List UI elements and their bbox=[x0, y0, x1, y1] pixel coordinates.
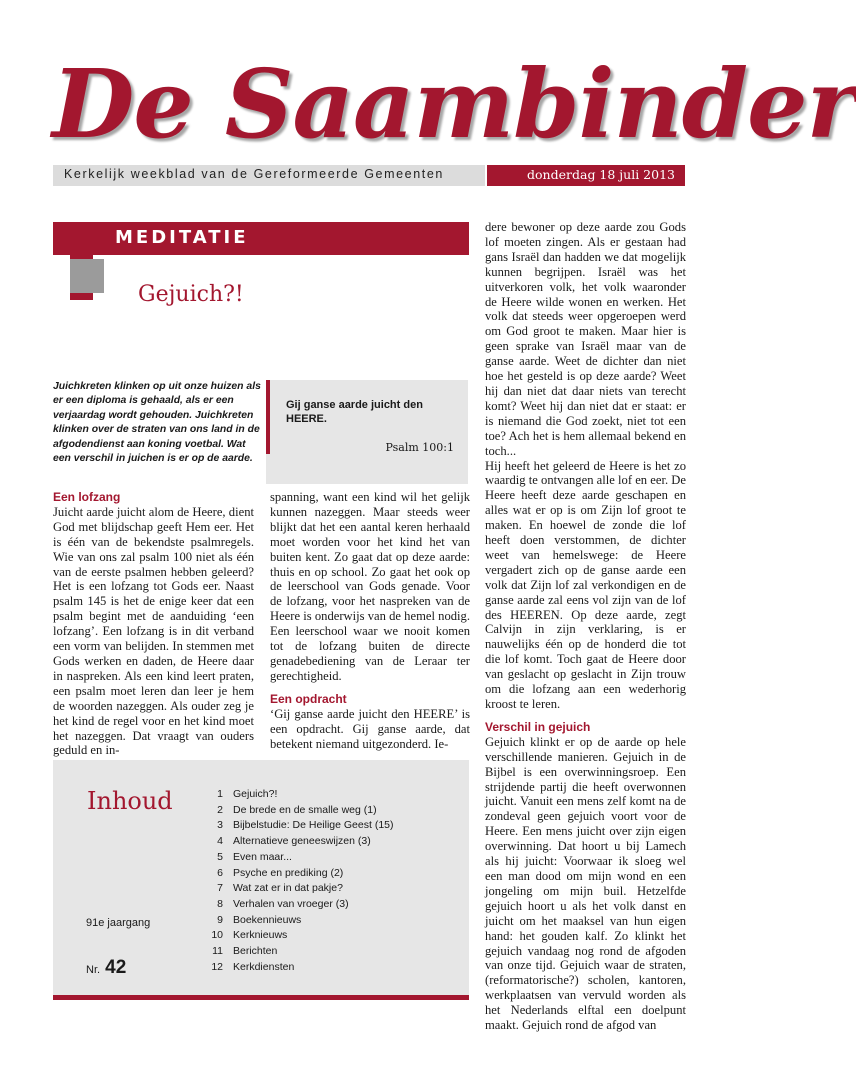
toc-page: 6 bbox=[217, 866, 223, 879]
article-intro: Juichkreten klinken op uit onze huizen als er een diploma is gehaald, als er een verjaardag wordt gehouden. Juichkreten klinken over de straten van ons land in de afgodendienst aan koning voetbal. Wat een verschil in juichen is er op de aarde. bbox=[53, 381, 261, 465]
quote-text: Gij ganse aarde juicht den HEERE. bbox=[286, 399, 423, 425]
toc-label: Verhalen van vroeger (3) bbox=[233, 897, 349, 910]
toc-label: Kerknieuws bbox=[233, 929, 288, 942]
toc-item[interactable] bbox=[205, 928, 455, 944]
subheading-opdracht: Een opdracht bbox=[270, 691, 347, 706]
paragraph: Hij heeft het geleerd de Heere is het zo waardig te ontvangen alle lof en eer. De Heere heeft deze aarde geschapen en alles wat er op is om Zijn lof groot te maken. En hoewel de zonde die lof heeft doen verstommen, de dichter weet van hemelswege: de Heere vergadert zich op de ganse aarde een volk dat Zijn lof zal verkondigen en de ganse aarde zal eens vol zijn van de lof des HEEREN. Op deze aarde, zegt Calvijn in zijn verklaring, is er nauwelijks één op de honderd die tot die lof komt. Toch gaat de Heere door van geslacht op geslacht in Zijn trouw om die lofzang aan een wederhorig kroost te leren. bbox=[485, 458, 686, 711]
toc-label: Berichten bbox=[233, 945, 278, 958]
tagline-bar bbox=[53, 165, 485, 186]
issue-number-label: Nr. bbox=[86, 964, 101, 976]
toc-item[interactable] bbox=[205, 897, 455, 913]
toc-page: 12 bbox=[211, 960, 223, 973]
toc-item[interactable] bbox=[205, 818, 455, 834]
contents-list bbox=[205, 787, 455, 975]
toc-item[interactable] bbox=[205, 866, 455, 882]
issue-date: donderdag 18 juli 2013 bbox=[527, 167, 675, 182]
toc-page: 4 bbox=[217, 835, 223, 848]
toc-page: 3 bbox=[217, 819, 223, 832]
issue-number-value: 42 bbox=[105, 957, 127, 978]
tagline: Kerkelijk weekblad van de Gereformeerde Gemeenten bbox=[64, 167, 444, 181]
subheading-lofzang: Een lofzang bbox=[53, 490, 121, 504]
contents-accent-bar bbox=[53, 995, 469, 1000]
toc-page: 5 bbox=[217, 850, 223, 863]
paragraph: spanning, want een kind wil het gelijk kunnen nazeggen. Maar steeds weer blijkt dat het een aantal keren herhaald moet worden voor het kind het van buiten kent. Zo gaat dat op deze aarde: thuis en op school. Zo gaat het ook op de leerschool van Gods genade. Voor de lofzang, voor het naspreken van de Heere is onderwijs van de hemel nodig. Een leerschool waar we nooit komen tot de lofzang buiten de directe genadebediening van de Leraar ter gerechtigheid. bbox=[270, 490, 470, 683]
decorative-grey-block bbox=[70, 259, 104, 293]
toc-label: Boekennieuws bbox=[233, 913, 302, 926]
toc-label: Even maar... bbox=[233, 850, 292, 863]
toc-label: Gejuich?! bbox=[233, 788, 278, 800]
toc-item[interactable] bbox=[205, 787, 455, 803]
paragraph: ‘Gij ganse aarde juicht den HEERE’ is een opdracht. Gij ganse aarde, dat betekent niemand uitgezonderd. Ie- bbox=[270, 706, 470, 751]
issue-number bbox=[86, 957, 126, 979]
toc-item[interactable] bbox=[205, 960, 455, 976]
article-column-1 bbox=[53, 490, 254, 758]
article-column-3 bbox=[485, 220, 686, 1033]
toc-item[interactable] bbox=[205, 944, 455, 960]
contents-title: Inhoud bbox=[87, 787, 173, 815]
toc-page: 10 bbox=[211, 929, 223, 942]
toc-item[interactable] bbox=[205, 913, 455, 929]
subheading-verschil: Verschil in gejuich bbox=[485, 719, 591, 734]
toc-page: 11 bbox=[212, 945, 223, 958]
quote-box bbox=[266, 380, 468, 484]
date-bar bbox=[487, 165, 685, 186]
toc-item[interactable] bbox=[205, 881, 455, 897]
article-column-2 bbox=[270, 490, 470, 751]
paragraph: Juicht aarde juicht alom de Heere, dient God met blijdschap geeft Hem eer. Het is één van de bekendste psalmregels. Wie van ons zal psalm 100 niet als één van de eerste psalmen hebben geleerd? Het is een lofzang tot Gods eer. Naast psalm 145 is het de enige keer dat een psalm begint met de aanduiding ‘een lofzang’. Een lofzang is in dit verband een vorm van belijden. In stemmen met Gods werken en daden, de Heere daar in naspreken. Als een kind leert praten, een psalm moet leren dan leer je hem de woorden nazeggen. Als ouder zeg je het kind de regel voor en het kind moet het nazeggen. Dat vraagt van ouders geduld en in- bbox=[53, 504, 254, 758]
masthead-title: De Saambinder bbox=[52, 49, 856, 160]
toc-item[interactable] bbox=[205, 803, 455, 819]
quote-accent-bar bbox=[266, 380, 270, 454]
toc-label: De brede en de smalle weg (1) bbox=[233, 803, 377, 816]
section-title: MEDITATIE bbox=[115, 227, 249, 248]
toc-label: Bijbelstudie: De Heilige Geest (15) bbox=[233, 819, 394, 832]
toc-label: Alternatieve geneeswijzen (3) bbox=[233, 835, 371, 848]
toc-label: Wat zat er in dat pakje? bbox=[233, 882, 343, 895]
toc-page: 8 bbox=[217, 897, 223, 910]
paragraph: dere bewoner op deze aarde zou Gods lof moeten zingen. Als er gestaan had gans Israël dan hadden we dat mogelijk kunnen begrijpen. Israël was het uitverkoren volk, het volk waaronder de Heere wilde wonen en werken. Het volk dat steeds weer opgeroepen werd om God groot te maken. Maar hier is geen sprake van Israël maar van de ganse aarde. Weet de dichter dan niet hoe het gesteld is op deze aarde? Weet hij dan niet dat daar niets van terecht komt? Weet hij dan niet dat er staat: er is niemand die God zoekt, niet tot een toe? Ach het is hem allemaal bekend en toch... bbox=[485, 220, 686, 458]
quote-reference: Psalm 100:1 bbox=[385, 441, 454, 454]
paragraph: Gejuich klinkt er op de aarde op hele verschillende manieren. Gejuich in de Bijbel is een overwinningsroep. Een strijdende partij die heeft overwonnen juicht. Vanuit een mens zelf komt na de zondeval geen gejuich voort voor de Heere. Een mens juicht over zijn eigen overwinning. Dat hoort u bij Lamech als hij juicht: Voorwaar ik sloeg wel een man dood om mijn wond en een jongeling om mijn buil. Hetzelfde gejuich hoort u als het volk danst en juicht om het maaksel van hun eigen hand: het gouden kalf. Zo klinkt het gejuich vandaag nog rond de afgoden van onze tijd. Gejuich waar de straten, (reformatorische?) scholen, kantoren, werkplaatsen van vervuld worden als het Nederlands elftal een doelpunt maakt. Gejuich rond de afgod van bbox=[485, 734, 686, 1033]
toc-label: Psyche en prediking (2) bbox=[233, 866, 344, 879]
toc-page: 1 bbox=[217, 788, 223, 800]
toc-page: 2 bbox=[217, 803, 223, 816]
toc-label: Kerkdiensten bbox=[233, 960, 295, 973]
article-title: Gejuich?! bbox=[138, 282, 244, 307]
toc-page: 7 bbox=[217, 882, 223, 895]
toc-page: 9 bbox=[217, 913, 223, 926]
toc-item[interactable] bbox=[205, 850, 455, 866]
volume-year: 91e jaargang bbox=[86, 917, 151, 929]
toc-item[interactable] bbox=[205, 834, 455, 850]
section-header bbox=[53, 222, 469, 255]
